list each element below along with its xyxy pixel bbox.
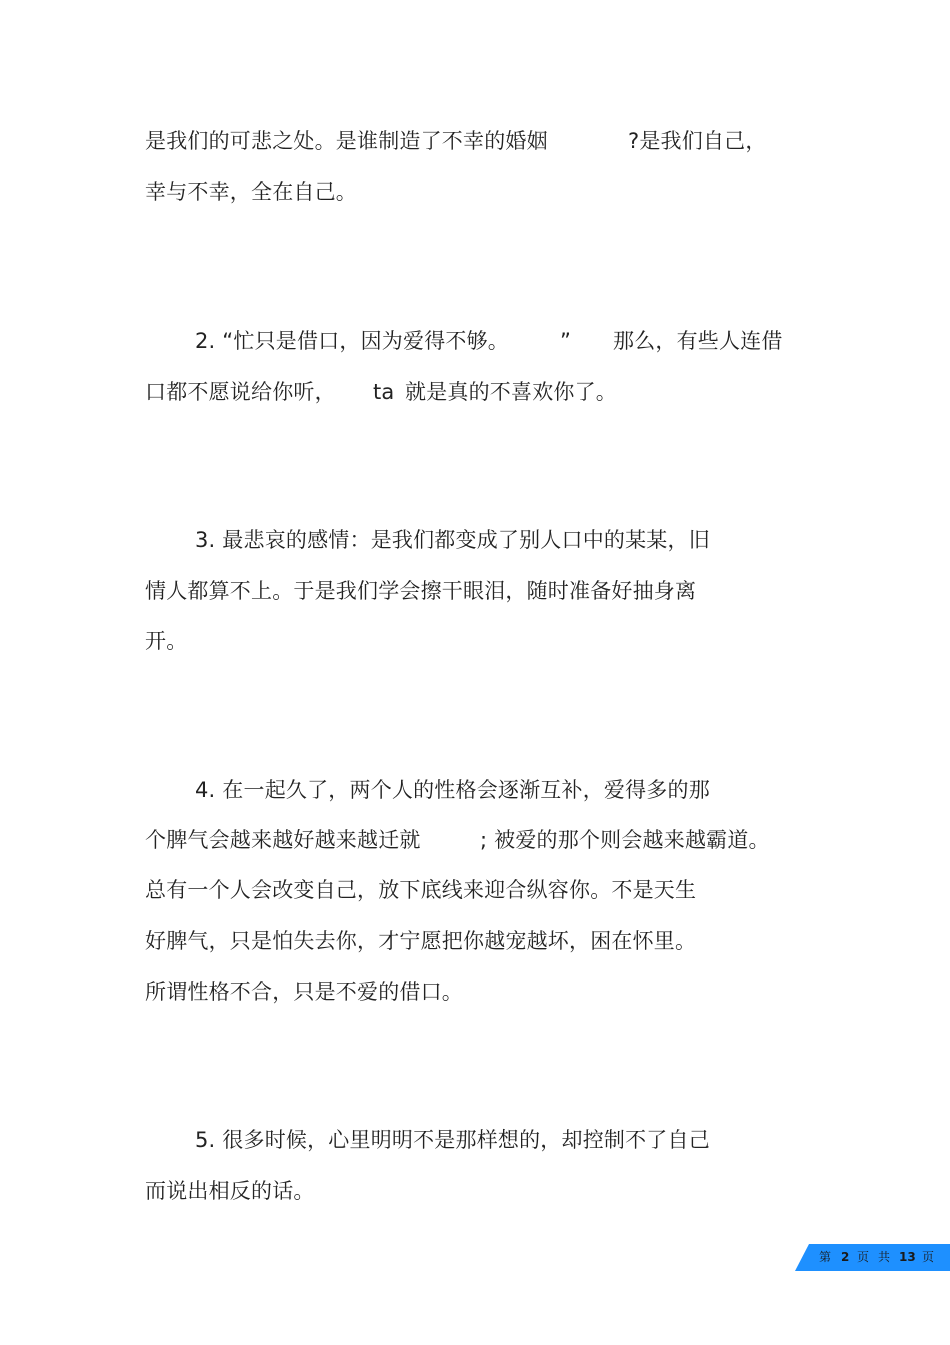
current-page-number: 2: [841, 1250, 850, 1264]
page-label-gong: 共: [878, 1250, 891, 1264]
text-segment: 所谓性格不合，只是不爱的借口。: [145, 980, 463, 1004]
page-label-ye: 页: [857, 1250, 870, 1264]
text-segment: 那么，有些人连借: [613, 329, 783, 353]
page-label-di: 第: [819, 1250, 832, 1264]
page-label-ye-2: 页: [922, 1250, 935, 1264]
text-segment: 是我们的可悲之处。是谁制造了不幸的婚姻: [145, 129, 548, 153]
text-segment: 总有一个人会改变自己，放下底线来迎合纵容你。不是天生: [145, 878, 697, 902]
text-segment: 2. “忙只是借口，因为爱得不够。: [195, 329, 509, 353]
text-segment: 开。: [145, 629, 188, 653]
text-segment: 口都不愿说给你听，: [145, 380, 336, 404]
text-segment: 5. 很多时候，心里明明不是那样想的，却控制不了自己: [195, 1128, 710, 1152]
text-segment: 情人都算不上。于是我们学会擦干眼泪，随时准备好抽身离: [145, 579, 697, 603]
text-segment: ; 被爱的那个则会越来越霸道。: [480, 828, 770, 852]
page-number-badge: [795, 1244, 950, 1271]
text-segment: 4. 在一起久了，两个人的性格会逐渐互补，爱得多的那: [195, 778, 710, 802]
text-segment: 个脾气会越来越好越来越迁就: [145, 828, 421, 852]
text-segment: 幸与不幸，全在自己。: [145, 180, 357, 204]
text-segment: 就是真的不喜欢你了。: [405, 380, 617, 404]
text-segment: ?是我们自己，: [628, 129, 767, 153]
text-segment: 3. 最悲哀的感情：是我们都变成了别人口中的某某，旧: [195, 528, 710, 552]
text-segment: ta: [373, 380, 395, 404]
text-segment: 好脾气，只是怕失去你，才宁愿把你越宠越坏，困在怀里。: [145, 929, 697, 953]
text-segment: 而说出相反的话。: [145, 1179, 315, 1203]
total-pages-number: 13: [899, 1250, 916, 1264]
page-indicator: [795, 1244, 950, 1271]
text-segment: ”: [560, 329, 572, 353]
